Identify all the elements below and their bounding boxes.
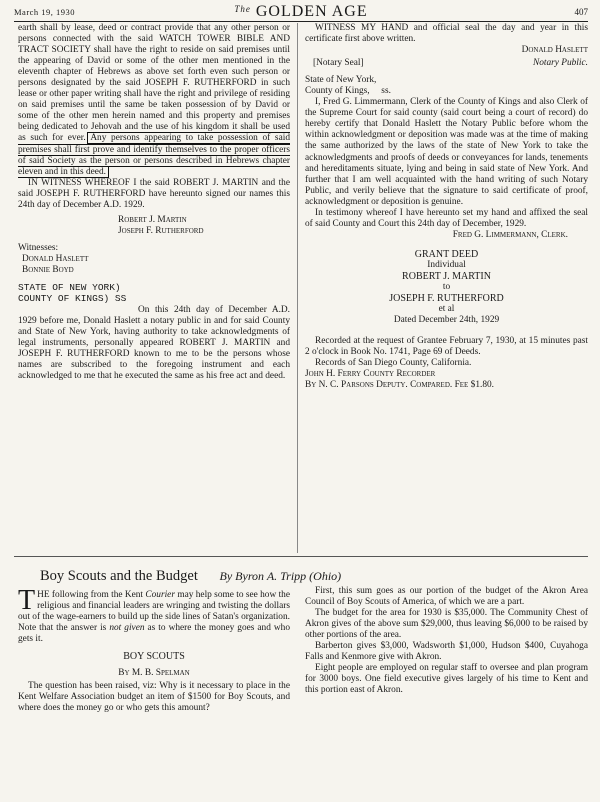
records-county: Records of San Diego County, California. bbox=[315, 357, 472, 368]
column-divider bbox=[297, 23, 298, 553]
intro-text-a: HE following from the Kent bbox=[37, 590, 146, 600]
signatures bbox=[118, 215, 290, 237]
budget-paragraph-3: Barberton gives $3,000, Wadsworth $1,000, Hudson $400, Cuyahoga Falls and Kenmore give with Akron. bbox=[305, 641, 588, 663]
right-column bbox=[305, 23, 588, 391]
budget-paragraph-4: Eight people are employed on regular staff to oversee and plan program for 3000 boys. One field executive gives largely of his time to Kent and this portion east of Akron. bbox=[305, 663, 588, 696]
signature-martin: Robert J. Martin bbox=[118, 214, 187, 225]
budget-paragraph-1: First, this sum goes as our portion of the budget of the Akron Area Council of Boy Scouts of America, of which we are a part. bbox=[305, 586, 588, 608]
county-recorder: John H. Ferry County Recorder bbox=[305, 369, 436, 380]
witness-boyd: Bonnie Boyd bbox=[22, 264, 74, 275]
county-kings: County of Kings, ss. bbox=[305, 86, 391, 97]
deed-paragraph-1 bbox=[18, 23, 290, 178]
intro-text-c: as to where the money goes and who gets it. bbox=[18, 623, 291, 645]
signature-rutherford: Joseph F. Rutherford bbox=[118, 225, 204, 236]
article-right-column bbox=[305, 586, 588, 696]
witness-hand: WITNESS MY HAND and official seal the day and year in this certificate first above written. bbox=[305, 23, 588, 45]
deed-et-al: et al bbox=[438, 303, 455, 314]
page-number: 407 bbox=[574, 7, 588, 17]
grant-deed-block bbox=[305, 249, 588, 326]
notary-name: Donald Haslett bbox=[521, 45, 588, 56]
state-line-1: STATE OF NEW YORK) bbox=[18, 281, 121, 293]
boy-scouts-subhead: BOY SCOUTS bbox=[123, 651, 185, 663]
witnesses-label: Witnesses: bbox=[18, 242, 59, 253]
left-column bbox=[18, 23, 290, 382]
clerk-certificate: I, Fred G. Limmermann, Clerk of the County of Kings and also Clerk of the Supreme Court for said county (said court being a court of record) do hereby certify that Donald Haslett the Notary Public before whom the within acknowledgment or deposition was made was at the time of making the same authorized by the laws of the state of New York to take the acknowledgments and proofs of deeds or conveyances for lands, tenements and hereditaments situate, lying and being in said state of New York. And further that I am well acquainted with the hand writing of such Notary Public, and verily believe that the signature to said certificate of proof, acknowledgment or deposition is genuine. bbox=[305, 97, 588, 207]
witness-haslett: Donald Haslett bbox=[22, 253, 89, 264]
title-text: GOLDEN AGE bbox=[255, 3, 368, 20]
article-byline: By Byron A. Tripp (Ohio) bbox=[219, 569, 342, 583]
deed-grantor: ROBERT J. MARTIN bbox=[402, 270, 491, 282]
clerk-signature: Fred G. Limmermann, Clerk. bbox=[452, 229, 568, 240]
deed-heading: GRANT DEED bbox=[414, 248, 479, 260]
deed-date: Dated December 24th, 1929 bbox=[393, 314, 500, 325]
intro-courier: Courier bbox=[145, 590, 175, 600]
budget-paragraph-2: The budget for the area for 1930 is $35,000. The Community Chest of Akron gives of the above sum $29,000, thus leaving $6,000 to be raised by other portions of the area. bbox=[305, 608, 588, 641]
question-paragraph: The question has been raised, viz: Why is it necessary to place in the Kent Welfare Association budget an item of $1500 for Boy Scouts, and where does the money go or who gets this amount? bbox=[18, 681, 290, 714]
intro-not-given: not given bbox=[109, 623, 145, 634]
article-left-column bbox=[18, 585, 291, 714]
deed-type: Individual bbox=[427, 259, 466, 270]
notary-seal: [Notary Seal] bbox=[313, 58, 364, 69]
spelman-byline: By M. B. Spelman bbox=[118, 668, 190, 679]
article-title: Boy Scouts and the Budget bbox=[40, 568, 198, 584]
intro-text-b: may help some to see how the religious and financial leaders are wringing and twisting the dollars out of the wage-earners to build up the side lines of Satan's organization. Note that the answer is bbox=[18, 590, 290, 634]
state-ny: State of New York, bbox=[305, 75, 377, 86]
notary-acknowledgment: On this 24th day of December A.D. 1929 before me, Donald Haslett a notary public in and for said County and State of New York, having authority to take acknowledgments of legal instruments, personally appeared ROBERT J. MARTIN and JOSEPH F. RUTHERFORD known to me to be the persons whose names are subscribed to the foregoing instrument and each acknowledged to me that he executed the same as his free act and deed. bbox=[18, 304, 290, 382]
recorded-paragraph: Recorded at the request of Grantee February 7, 1930, at 15 minutes past 2 o'clock in Book No. 1741, Page 69 of Deeds. bbox=[305, 335, 588, 357]
witness-names bbox=[22, 254, 290, 276]
deed-to: to bbox=[442, 281, 451, 292]
deed-text: earth shall by lease, deed or contract provide that any other person or persons connected with the said WATCH TOWER BIBLE AND TRACT SOCIETY shall have the right to reside on said premises until the appearing of David or some of the other men mentioned in the eleventh chapter of Hebrews as above set forth even such person or persons designated by the said JOSEPH F. RUTHERFORD in such lease or other paper writing shall have the right and privilege of residing on said premises until the same be taken possession of by David or some of the other men herein named and this property and premises being dedicated to Jehovah and the use of his kingdom it shall be used as such for ever. bbox=[18, 23, 290, 144]
deputy-line: By N. C. Parsons Deputy. Compared. Fee $1.80. bbox=[305, 380, 495, 391]
state-heading bbox=[18, 282, 290, 304]
testimony-paragraph: In testimony whereof I have hereunto set my hand and affixed the seal of said County and Court this 24th day of December, 1929. bbox=[305, 207, 588, 229]
section-rule bbox=[14, 556, 588, 557]
notary-title: Notary Public. bbox=[532, 58, 588, 69]
magazine-title bbox=[14, 3, 588, 21]
article-intro bbox=[18, 585, 291, 645]
deed-grantee: JOSEPH F. RUTHERFORD bbox=[389, 292, 504, 304]
article-title-block bbox=[40, 568, 341, 585]
issue-date: March 19, 1930 bbox=[14, 7, 76, 17]
witness-whereof: IN WITNESS WHEREOF I the said ROBERT J. MARTIN and the said JOSEPH F. RUTHERFORD have hereunto signed our names this 24th day of December A.D. 1929. bbox=[18, 177, 290, 210]
title-prefix: The bbox=[234, 4, 251, 14]
drop-cap: T bbox=[18, 585, 36, 616]
page-header bbox=[14, 3, 588, 23]
boxed-clause: Any persons appearing to take possession of said premises shall first prove and identify themselves to the proper officers of said Society as the person or persons described in Hebrews chapter eleven and in this deed. bbox=[18, 133, 290, 177]
header-rule bbox=[14, 21, 588, 22]
notary-seal-line bbox=[305, 58, 588, 69]
state-line-2: COUNTY OF KINGS) SS bbox=[18, 292, 127, 304]
